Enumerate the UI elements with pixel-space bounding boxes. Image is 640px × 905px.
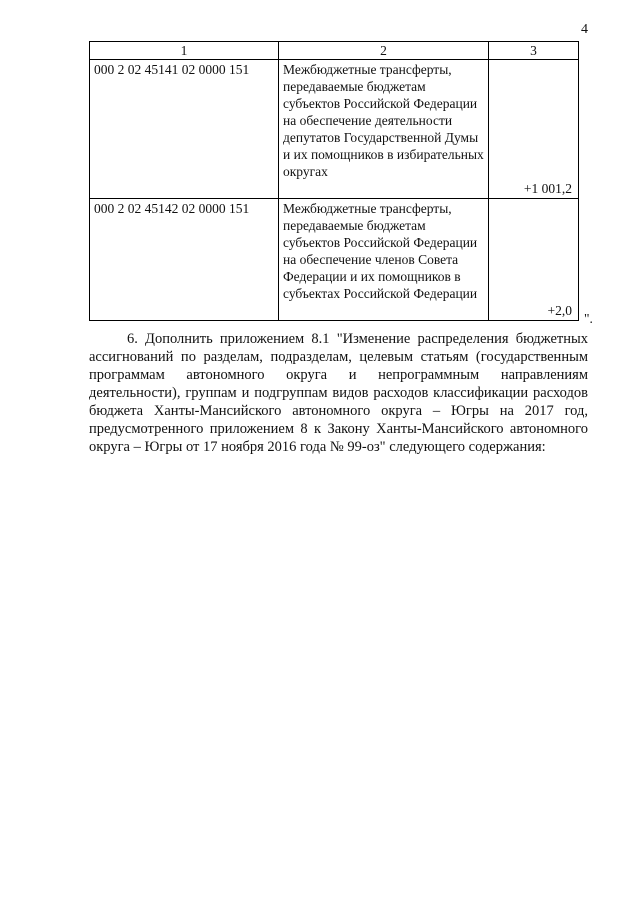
table-row (90, 199, 579, 321)
row-description: Межбюджетные трансферты, передаваемые бюджетам субъектов Российской Федерации на обеспечение деятельности депутатов Государственной Думы и их помощников в избирательных округах (279, 60, 489, 199)
budget-table (89, 41, 579, 321)
table-header-row (90, 42, 579, 60)
table-header-cell: 3 (489, 42, 579, 60)
closing-quote: ". (584, 311, 593, 326)
row-amount: +2,0 (489, 199, 579, 321)
body-paragraph: 6. Дополнить приложением 8.1 "Изменение распределения бюджетных ассигнований по разделам, подразделам, целевым статьям (государственным программам автономного округа и непрограммным направлениям деятельности), группам и подгруппам видов расходов классификации расходов бюджета Ханты-Мансийского автономного округа – Югры на 2017 год, предусмотренного приложением 8 к Закону Ханты-Мансийского автономного округа – Югры от 17 ноября 2016 года № 99-оз" следующего содержания: (89, 331, 588, 455)
row-description: Межбюджетные трансферты, передаваемые бюджетам субъектов Российской Федерации на обеспечение членов Совета Федерации и их помощников в субъектах Российской Федерации (279, 199, 489, 321)
classification-code: 000 2 02 45142 02 0000 151 (90, 199, 279, 321)
row-amount: +1 001,2 (489, 60, 579, 199)
classification-code: 000 2 02 45141 02 0000 151 (90, 60, 279, 199)
table-header-cell: 2 (279, 42, 489, 60)
table-row (90, 60, 579, 199)
table-header-cell: 1 (90, 42, 279, 60)
page-number: 4 (581, 22, 588, 37)
